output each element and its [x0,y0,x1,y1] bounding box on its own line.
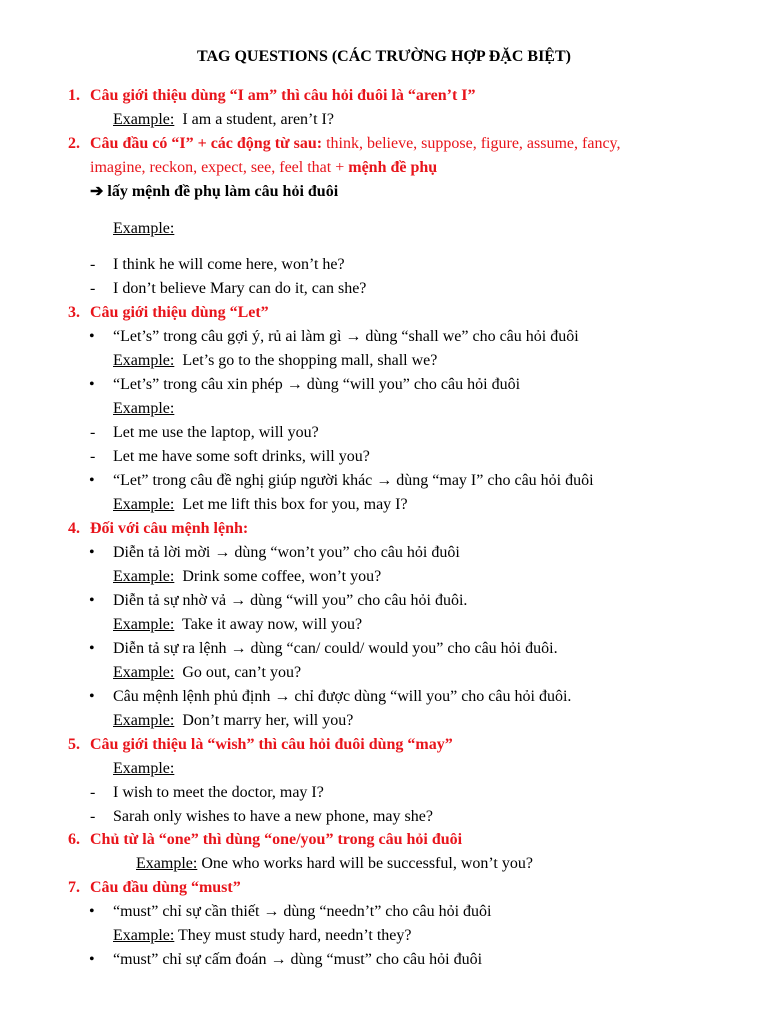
example-line [113,663,301,683]
bullet-tail: dùng “must” cho câu hỏi đuôi [290,951,483,968]
example-line [113,567,381,587]
bullet-text: “Let’s” trong câu xin phép [113,376,283,393]
example-text: One who works hard will be successful, won’t you? [201,855,533,872]
example-label: Example: [113,568,175,585]
bullet-tail: dùng “will you” cho câu hỏi đuôi. [250,592,468,609]
bold-arrow-icon: ➔ [90,183,104,200]
bullet-icon: • [89,688,95,705]
arrow-icon: → [230,640,247,657]
list-item-text: I don’t believe Mary can do it, can she? [113,280,367,297]
arrow-line [90,182,338,202]
example-text: Let me lift this box for you, may I? [182,496,408,513]
page-title: TAG QUESTIONS (CÁC TRƯỜNG HỢP ĐẶC BIỆT) [197,48,571,65]
bullet-icon: • [89,640,95,657]
arrow-icon: → [270,951,287,968]
bullet-icon: • [89,903,95,920]
list-item-text: I wish to meet the doctor, may I? [113,784,324,801]
example-text: Drink some coffee, won’t you? [182,568,382,585]
bullet-text: “Let’s” trong câu gợi ý, rủ ai làm gì [113,328,342,345]
list-item-text: I think he will come here, won’t he? [113,256,345,273]
bullet-text: “must” chỉ sự cấm đoán [113,951,267,968]
bullet-icon: • [89,951,95,968]
example-text: Don’t marry her, will you? [182,712,354,729]
section-2-line2 [90,158,437,178]
example-line [113,495,408,515]
bullet-tail: dùng “may I” cho câu hỏi đuôi [396,472,594,489]
section-heading: Đối với câu mệnh lệnh: [90,520,249,537]
example-label: Example: [113,616,175,633]
section-number: 1. [68,87,80,104]
example-label: Example: [136,855,198,872]
dash-icon: - [90,448,96,465]
example-line [113,110,334,130]
example-text: Go out, can’t you? [182,664,302,681]
example-label: Example: [113,111,175,128]
section-number: 4. [68,520,80,537]
arrow-icon: → [286,376,303,393]
example-label: Example: [113,760,175,777]
heading-bold: Câu đầu có “I” + các động từ sau: [90,135,323,152]
list-item-text: Sarah only wishes to have a new phone, may she? [113,808,433,825]
list-item-text: Let me use the laptop, will you? [113,424,319,441]
arrow-text: lấy mệnh đề phụ làm câu hỏi đuôi [107,183,339,200]
section-number: 5. [68,736,80,753]
example-label: Example: [113,927,175,944]
bullet-text: “Let” trong câu đề nghị giúp người khác [113,472,373,489]
arrow-icon: → [230,592,247,609]
arrow-icon: → [376,472,393,489]
arrow-icon: → [345,328,362,345]
section-number: 3. [68,304,80,321]
list-item-text: Let me have some soft drinks, will you? [113,448,370,465]
example-label: Example: [113,712,175,729]
section-number: 2. [68,135,80,152]
dash-icon: - [90,280,96,297]
arrow-icon: → [263,903,280,920]
bullet-tail: chỉ được dùng “will you” cho câu hỏi đuôi. [294,688,572,705]
arrow-icon: → [214,544,231,561]
bullet-tail: dùng “will you” cho câu hỏi đuôi [306,376,521,393]
bullet-icon: • [89,328,95,345]
bullet-text: Diễn tả lời mời [113,544,211,561]
example-line [113,926,411,946]
bullet-tail: dùng “needn’t” cho câu hỏi đuôi [283,903,492,920]
example-label: Example: [113,664,175,681]
dash-icon: - [90,424,96,441]
section-heading: Câu giới thiệu là “wish” thì câu hỏi đuôi dùng “may” [90,736,453,753]
heading-verbs-cont: imagine, reckon, expect, see, feel that + [90,159,345,176]
example-line [113,711,353,731]
dash-icon: - [90,808,96,825]
bullet-text: Diễn tả sự nhờ vả [113,592,227,609]
bullet-tail: dùng “won’t you” cho câu hỏi đuôi [234,544,460,561]
example-line [136,854,533,874]
example-line [113,615,362,635]
section-heading: Câu giới thiệu dùng “Let” [90,304,269,321]
example-text: Take it away now, will you? [182,616,363,633]
bullet-text: “must” chỉ sự cần thiết [113,903,260,920]
dash-icon: - [90,256,96,273]
section-number: 6. [68,831,80,848]
example-line [113,351,437,371]
bullet-text: Câu mệnh lệnh phủ định [113,688,271,705]
bullet-icon: • [89,472,95,489]
heading-verbs: think, believe, suppose, figure, assume, fancy, [326,135,621,152]
example-label: Example: [113,400,175,417]
heading-bold-tail: mệnh đề phụ [348,159,438,176]
bullet-text: Diễn tả sự ra lệnh [113,640,227,657]
example-text: Let’s go to the shopping mall, shall we? [182,352,438,369]
example-text: They must study hard, needn’t they? [178,927,412,944]
arrow-icon: → [274,688,291,705]
example-label: Example: [113,352,175,369]
section-number: 7. [68,879,80,896]
example-label: Example: [113,220,175,237]
example-label: Example: [113,496,175,513]
bullet-tail: dùng “can/ could/ would you” cho câu hỏi đuôi. [250,640,558,657]
section-heading: Câu giới thiệu dùng “I am” thì câu hỏi đuôi là “aren’t I” [90,87,476,104]
section-heading: Câu đầu dùng “must” [90,879,241,896]
example-text: I am a student, aren’t I? [182,111,334,128]
bullet-tail: dùng “shall we” cho câu hỏi đuôi [365,328,579,345]
section-heading [90,134,621,154]
bullet-icon: • [89,376,95,393]
dash-icon: - [90,784,96,801]
bullet-icon: • [89,544,95,561]
section-heading: Chủ từ là “one” thì dùng “one/you” trong câu hỏi đuôi [90,831,463,848]
bullet-icon: • [89,592,95,609]
